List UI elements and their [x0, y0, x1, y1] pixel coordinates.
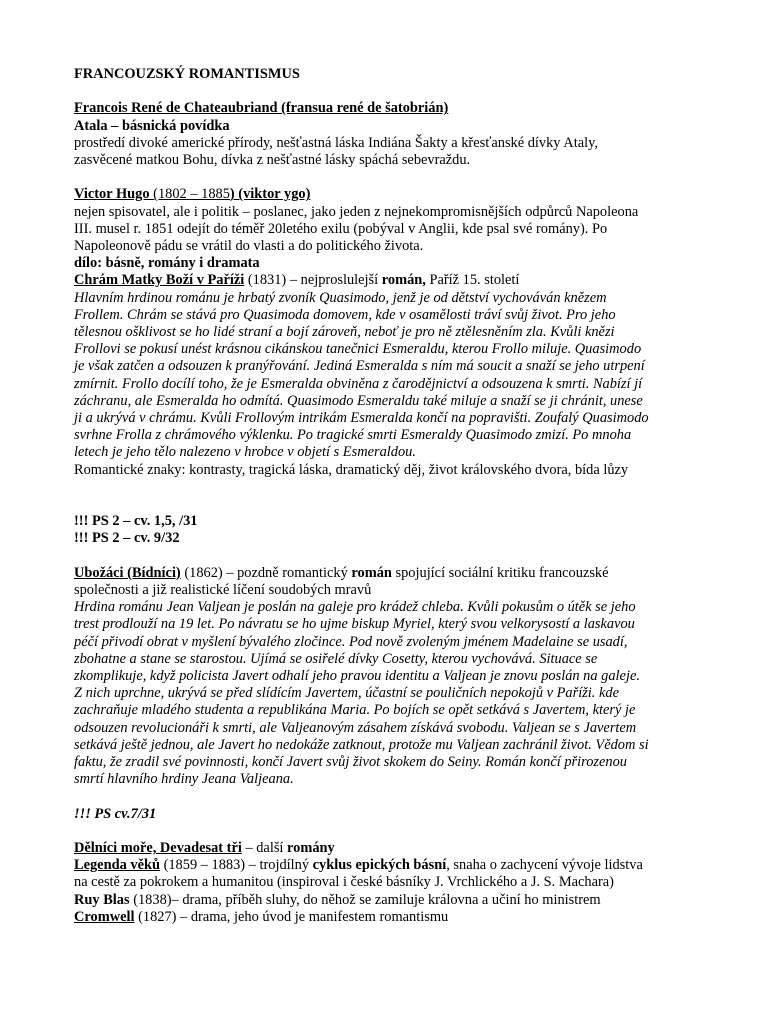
plot-line: setkává ještě jednou, ale Javert ho nedokáže zatknout, protože mu Valjean zachránil život. Vědom si	[74, 736, 649, 753]
work-title: Legenda věků	[74, 857, 160, 874]
spacer	[74, 83, 714, 100]
exercise-note: !!! PS 2 – cv. 9/32	[74, 530, 180, 547]
plot-line: je však zatčen a odsouzen k pranýřování. Jediná Esmeralda s ním má soucit a snaží se jeho utrpení	[74, 358, 645, 375]
plot-line: péčí přivodí obrat v myšlení bývalého zločince. Pod nově zvoleným jménem Madelaine se usadí,	[74, 633, 628, 650]
plot-line: Frollem. Chrám se stává pro Quasimoda domovem, kde v osamělosti tráví svůj život. Pro jeho	[74, 306, 616, 323]
author-name: Victor Hugo	[74, 186, 154, 203]
text-line: Napoleonově pádu se vrátil do vlasti a do politického života.	[74, 238, 424, 254]
document-title: FRANCOUZSKÝ ROMANTISMUS	[74, 66, 300, 82]
text-line: prostředí divoké americké přírody, nešťastná láska Indiána Šakty a křesťanské dívky Ataly,	[74, 134, 598, 151]
plot-line: faktu, že zradil své povinnosti, končí Javert svůj život skokem do Seiny. Román končí přirozenou	[74, 754, 627, 771]
work-title: Atala – básnická povídka	[74, 117, 230, 134]
work-title: Ruy Blas	[74, 891, 130, 908]
plot-line: Frollovi se pokusí unést krásnou cikánskou tanečnici Esmeraldu, kterou Frollo miluje. Quasimodo	[74, 341, 642, 358]
work-description: spojující sociální kritiku francouzské	[391, 564, 609, 581]
section-chateaubriand	[74, 100, 714, 169]
section-miserables	[74, 565, 714, 789]
author-heading: Francois René de Chateaubriand (fransua rené de šatobrián)	[74, 100, 449, 117]
work-year: (1831) – nejproslulejší	[244, 272, 382, 289]
work-title: Chrám Matky Boží v Paříži	[74, 272, 245, 289]
work-year: (1862) – pozdně romantický	[180, 564, 352, 581]
plot-line: zkomplikuje, když policista Javert odhalí jeho pravou identitu a Valjean je znovu poslán na galeje.	[74, 668, 640, 685]
work-line	[74, 892, 714, 909]
plot-line: trest prodlouží na 19 let. Po návratu se ho ujme biskup Myriel, který svou velkorysostí a laskavou	[74, 616, 635, 633]
section-other-works	[74, 840, 714, 926]
work-description: , snaha o zachycení vývoje lidstva	[446, 857, 643, 874]
spacer	[74, 823, 714, 840]
work-genre: romány	[287, 840, 335, 857]
plot-line: Hlavním hrdinou románu je hrbatý zvoník Quasimodo, jenž je od dětství vychováván knězem	[74, 289, 607, 306]
text-line: nejen spisovatel, ale i politik – poslanec, jako jeden z nejnekompromisnějších odpůrců Napoleona	[74, 203, 639, 220]
text-line: zasvěcené matkou Bohu, dívka z nešťastné lásky spáchá sebevraždu.	[74, 152, 471, 168]
plot-line: záchranu, ale Esmeralda ho odmítá. Quasimodo Esmeraldu také miluje a snaží se ji chránit, unese	[74, 392, 643, 409]
plot-line: zmírnit. Frollo docílí toho, že je Esmeralda obviněna z čarodějnictví a odsouzena k smrti. Nabízí jí	[74, 375, 643, 392]
work-line	[74, 909, 714, 926]
work-genre: román	[351, 564, 392, 581]
document-page	[74, 66, 714, 926]
work-genre: cyklus epických básní	[312, 857, 447, 874]
plot-line: tělesnou ošklivost se ho lidé straní a bojí zároveň, neboť je pro ně ztělesněním zla. Kvůli knězi	[74, 324, 615, 341]
plot-line: svrhne Frolla z chrámového výklenku. Po tragické smrti Esmeraldy Quasimodo zmizí. Po mnoha	[74, 427, 632, 444]
plot-line: zachraňuje mladého studenta a republikána Maria. Po bojích se opět setkává s Javertem, který je	[74, 702, 636, 719]
romantic-features: Romantické znaky: kontrasty, tragická láska, dramatický děj, život královského dvora, bída lůzy	[74, 461, 629, 478]
text-line: III. musel r. 1851 odejít do téměř 20letého exilu (pobýval v Anglii, kde psal své romány). Po	[74, 220, 608, 237]
plot-line: letech je jeho tělo nalezeno v hrobce v objetí s Esmeraldou.	[74, 444, 416, 461]
plot-line: ji a ukrývá v chrámu. Kvůli Frollovým intrikám Esmeralda končí na popravišti. Zoufalý Quasimodo	[74, 410, 649, 427]
text-line: na cestě za pokrokem a humanitou (inspiroval i české básníky J. Vrchlického a J. S. Machara)	[74, 874, 614, 891]
work-setting: Paříž 15. století	[425, 272, 520, 289]
plot-line: Z nich uprchne, ukrývá se před slídícím Javertem, účastní se pouličních nepokojů v Paříži. kde	[74, 685, 619, 702]
exercise-note: !!! PS cv.7/31	[74, 805, 157, 822]
work-description: (1827) – drama, jeho úvod je manifestem romantismu	[134, 908, 449, 925]
work-title: Ubožáci (Bídníci)	[74, 564, 181, 581]
author-pronunciation: ) (viktor ygo)	[229, 186, 311, 203]
work-description: (1838)– drama, příběh sluhy, do něhož se zamiluje královna a učiní ho ministrem	[129, 891, 601, 908]
work-title: Dělníci moře, Devadesat tři	[74, 840, 242, 857]
exercise-note: !!! PS 2 – cv. 1,5, /31	[74, 513, 198, 530]
spacer	[74, 788, 714, 805]
work-genre: román,	[381, 272, 426, 289]
work-title: Cromwell	[74, 908, 135, 925]
work-heading	[74, 272, 714, 289]
spacer	[74, 548, 714, 565]
spacer	[74, 479, 714, 513]
exercise-notes	[74, 806, 714, 823]
plot-line: smrtí hlavního hrdiny Jeana Valjeana.	[74, 771, 294, 788]
work-line	[74, 857, 714, 874]
section-hugo	[74, 186, 714, 478]
work-heading	[74, 565, 714, 582]
text-line: společnosti a již realistické líčení soudobých mravů	[74, 582, 372, 599]
spacer	[74, 169, 714, 186]
author-heading	[74, 186, 714, 203]
plot-line: zbohatne a stane se starostou. Ujímá se osiřelé dívky Cosetty, kterou vychovává. Situace se	[74, 650, 598, 667]
work-line	[74, 840, 714, 857]
works-summary: dílo: básně, romány i dramata	[74, 255, 260, 272]
work-dash: – další	[241, 840, 288, 857]
exercise-notes	[74, 513, 714, 547]
author-years: (1802 – 1885	[153, 186, 230, 203]
work-year: (1859 – 1883) – trojdílný	[159, 857, 313, 874]
plot-line: Hrdina románu Jean Valjean je poslán na galeje pro krádež chleba. Kvůli pokusům o útěk se jeho	[74, 599, 636, 616]
plot-line: odsouzen revolucionáři k smrti, ale Valjeanovým zásahem získává svobodu. Valjean se s Javertem	[74, 719, 637, 736]
